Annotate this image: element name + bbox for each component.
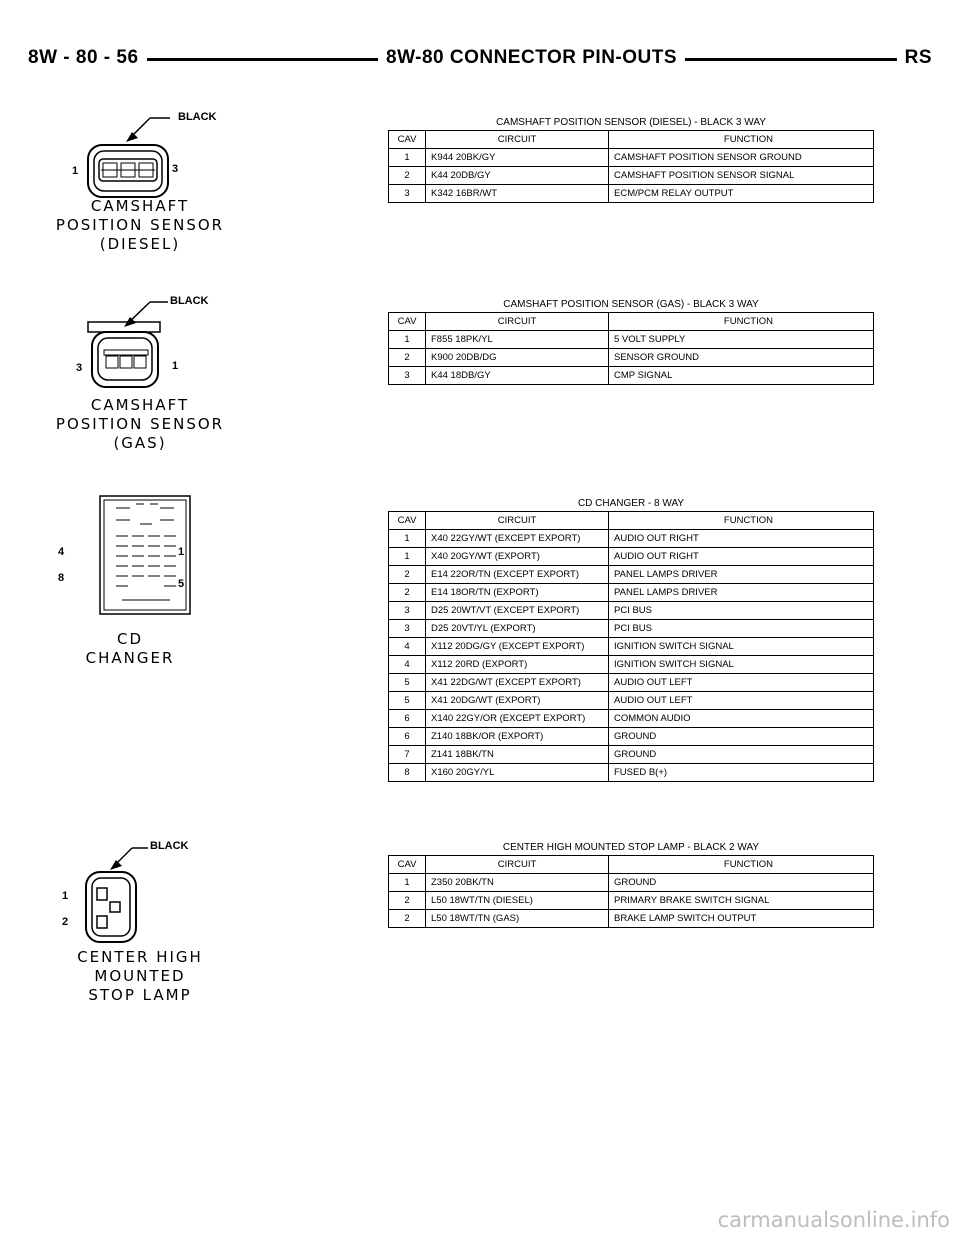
table-row (389, 746, 874, 764)
pin-number-5: 5 (178, 578, 185, 590)
column-header-function: FUNCTION (609, 313, 874, 331)
function-cell: PRIMARY BRAKE SWITCH SIGNAL (609, 892, 874, 910)
table-row (389, 764, 874, 782)
function-cell: PCI BUS (609, 602, 874, 620)
pinout-table (388, 855, 874, 928)
circuit-cell: X41 20DG/WT (EXPORT) (426, 692, 609, 710)
table-title: CAMSHAFT POSITION SENSOR (GAS) - BLACK 3 WAY (503, 299, 759, 310)
pinout-table (388, 511, 874, 782)
circuit-cell: K900 20DB/DG (426, 349, 609, 367)
pin-number-2: 2 (62, 916, 69, 928)
table-header-row (389, 313, 874, 331)
watermark: carmanualsonline.info (717, 1208, 950, 1232)
section-title: 8W-80 CONNECTOR PIN-OUTS (378, 46, 685, 70)
pinout-table-chmsl (388, 840, 874, 928)
function-cell: PANEL LAMPS DRIVER (609, 584, 874, 602)
pin-number-1: 1 (62, 890, 69, 902)
cavity-cell: 4 (389, 656, 426, 674)
function-cell: SENSOR GROUND (609, 349, 874, 367)
function-cell: IGNITION SWITCH SIGNAL (609, 656, 874, 674)
table-row (389, 910, 874, 928)
function-cell: AUDIO OUT RIGHT (609, 530, 874, 548)
table-header-row (389, 512, 874, 530)
pin-number-1: 1 (178, 546, 185, 558)
pin-number-left: 3 (76, 362, 83, 374)
pinout-table-cd-changer (388, 496, 874, 782)
cavity-cell: 1 (389, 874, 426, 892)
circuit-cell: D25 20VT/YL (EXPORT) (426, 620, 609, 638)
circuit-cell: X112 20DG/GY (EXCEPT EXPORT) (426, 638, 609, 656)
cavity-cell: 2 (389, 910, 426, 928)
column-header-cav: CAV (389, 512, 426, 530)
model-code: RS (897, 46, 932, 70)
table-row (389, 620, 874, 638)
column-header-cav: CAV (389, 131, 426, 149)
circuit-cell: F855 18PK/YL (426, 331, 609, 349)
function-cell: ECM/PCM RELAY OUTPUT (609, 185, 874, 203)
column-header-function: FUNCTION (609, 512, 874, 530)
column-header-function: FUNCTION (609, 856, 874, 874)
column-header-circuit: CIRCUIT (426, 313, 609, 331)
table-row (389, 892, 874, 910)
table-row (389, 674, 874, 692)
circuit-cell: K44 20DB/GY (426, 167, 609, 185)
page-header (28, 46, 932, 76)
pin-number-8: 8 (58, 572, 65, 584)
cavity-cell: 3 (389, 602, 426, 620)
function-cell: IGNITION SWITCH SIGNAL (609, 638, 874, 656)
table-row (389, 530, 874, 548)
column-header-circuit: CIRCUIT (426, 856, 609, 874)
function-cell: CMP SIGNAL (609, 367, 874, 385)
table-row (389, 874, 874, 892)
table-row (389, 167, 874, 185)
function-cell: CAMSHAFT POSITION SENSOR GROUND (609, 149, 874, 167)
cavity-cell: 2 (389, 349, 426, 367)
circuit-cell: X112 20RD (EXPORT) (426, 656, 609, 674)
cavity-cell: 1 (389, 548, 426, 566)
page-number: 8W - 80 - 56 (28, 46, 147, 70)
table-row (389, 367, 874, 385)
circuit-cell: Z141 18BK/TN (426, 746, 609, 764)
cavity-cell: 7 (389, 746, 426, 764)
table-row (389, 602, 874, 620)
table-row (389, 692, 874, 710)
function-cell: AUDIO OUT RIGHT (609, 548, 874, 566)
circuit-cell: K342 16BR/WT (426, 185, 609, 203)
cavity-cell: 5 (389, 674, 426, 692)
circuit-cell: Z140 18BK/OR (EXPORT) (426, 728, 609, 746)
circuit-cell: K44 18DB/GY (426, 367, 609, 385)
cavity-cell: 6 (389, 728, 426, 746)
table-row (389, 728, 874, 746)
function-cell: GROUND (609, 874, 874, 892)
table-row (389, 331, 874, 349)
cavity-cell: 2 (389, 892, 426, 910)
cavity-cell: 2 (389, 167, 426, 185)
connector-name: CAMSHAFT POSITION SENSOR (GAS) (55, 396, 225, 452)
table-header-row (389, 856, 874, 874)
table-row (389, 638, 874, 656)
pin-number-left: 1 (72, 165, 79, 177)
cavity-cell: 2 (389, 584, 426, 602)
circuit-cell: X40 20GY/WT (EXPORT) (426, 548, 609, 566)
pin-number-4: 4 (58, 546, 65, 558)
function-cell: AUDIO OUT LEFT (609, 674, 874, 692)
function-cell: FUSED B(+) (609, 764, 874, 782)
circuit-cell: X40 22GY/WT (EXCEPT EXPORT) (426, 530, 609, 548)
function-cell: PCI BUS (609, 620, 874, 638)
circuit-cell: D25 20WT/VT (EXCEPT EXPORT) (426, 602, 609, 620)
table-row (389, 548, 874, 566)
circuit-cell: L50 18WT/TN (DIESEL) (426, 892, 609, 910)
table-header-row (389, 131, 874, 149)
cavity-cell: 1 (389, 530, 426, 548)
table-row (389, 185, 874, 203)
cavity-cell: 8 (389, 764, 426, 782)
cavity-cell: 2 (389, 566, 426, 584)
function-cell: GROUND (609, 746, 874, 764)
column-header-circuit: CIRCUIT (426, 131, 609, 149)
cavity-cell: 6 (389, 710, 426, 728)
table-row (389, 710, 874, 728)
circuit-cell: Z350 20BK/TN (426, 874, 609, 892)
column-header-function: FUNCTION (609, 131, 874, 149)
circuit-cell: E14 18OR/TN (EXPORT) (426, 584, 609, 602)
function-cell: GROUND (609, 728, 874, 746)
cavity-cell: 3 (389, 185, 426, 203)
connector-color: BLACK (170, 295, 209, 307)
circuit-cell: X140 22GY/OR (EXCEPT EXPORT) (426, 710, 609, 728)
cavity-cell: 3 (389, 367, 426, 385)
connector-color: BLACK (178, 111, 217, 123)
connector-color: BLACK (150, 840, 189, 852)
column-header-circuit: CIRCUIT (426, 512, 609, 530)
pinout-table-cmp-gas (388, 297, 874, 385)
table-row (389, 149, 874, 167)
cavity-cell: 4 (389, 638, 426, 656)
connector-diagram-cd-changer (30, 490, 250, 710)
connector-drawing (30, 290, 250, 400)
cavity-cell: 5 (389, 692, 426, 710)
function-cell: AUDIO OUT LEFT (609, 692, 874, 710)
function-cell: BRAKE LAMP SWITCH OUTPUT (609, 910, 874, 928)
circuit-cell: K944 20BK/GY (426, 149, 609, 167)
circuit-cell: E14 22OR/TN (EXCEPT EXPORT) (426, 566, 609, 584)
pin-number-right: 3 (172, 163, 179, 175)
connector-drawing (30, 490, 250, 630)
connector-name: CENTER HIGH MOUNTED STOP LAMP (77, 948, 203, 1004)
column-header-cav: CAV (389, 313, 426, 331)
column-header-cav: CAV (389, 856, 426, 874)
table-row (389, 656, 874, 674)
table-title: CAMSHAFT POSITION SENSOR (DIESEL) - BLACK 3 WAY (496, 117, 766, 128)
table-row (389, 566, 874, 584)
connector-diagram-chmsl (30, 836, 250, 1056)
function-cell: PANEL LAMPS DRIVER (609, 566, 874, 584)
pinout-table-cmp-diesel (388, 115, 874, 203)
circuit-cell: X41 22DG/WT (EXCEPT EXPORT) (426, 674, 609, 692)
connector-diagram-cmp-gas (30, 290, 250, 510)
table-title: CD CHANGER - 8 WAY (577, 498, 685, 509)
pin-number-right: 1 (172, 360, 179, 372)
cavity-cell: 1 (389, 149, 426, 167)
circuit-cell: L50 18WT/TN (GAS) (426, 910, 609, 928)
table-row (389, 584, 874, 602)
function-cell: 5 VOLT SUPPLY (609, 331, 874, 349)
cavity-cell: 3 (389, 620, 426, 638)
pinout-table (388, 130, 874, 203)
connector-name: CAMSHAFT POSITION SENSOR (DIESEL) (55, 197, 225, 253)
circuit-cell: X160 20GY/YL (426, 764, 609, 782)
pinout-table (388, 312, 874, 385)
cavity-cell: 1 (389, 331, 426, 349)
table-title: CENTER HIGH MOUNTED STOP LAMP - BLACK 2 WAY (502, 842, 760, 853)
connector-name: CD CHANGER (85, 630, 175, 667)
function-cell: COMMON AUDIO (609, 710, 874, 728)
table-row (389, 349, 874, 367)
function-cell: CAMSHAFT POSITION SENSOR SIGNAL (609, 167, 874, 185)
